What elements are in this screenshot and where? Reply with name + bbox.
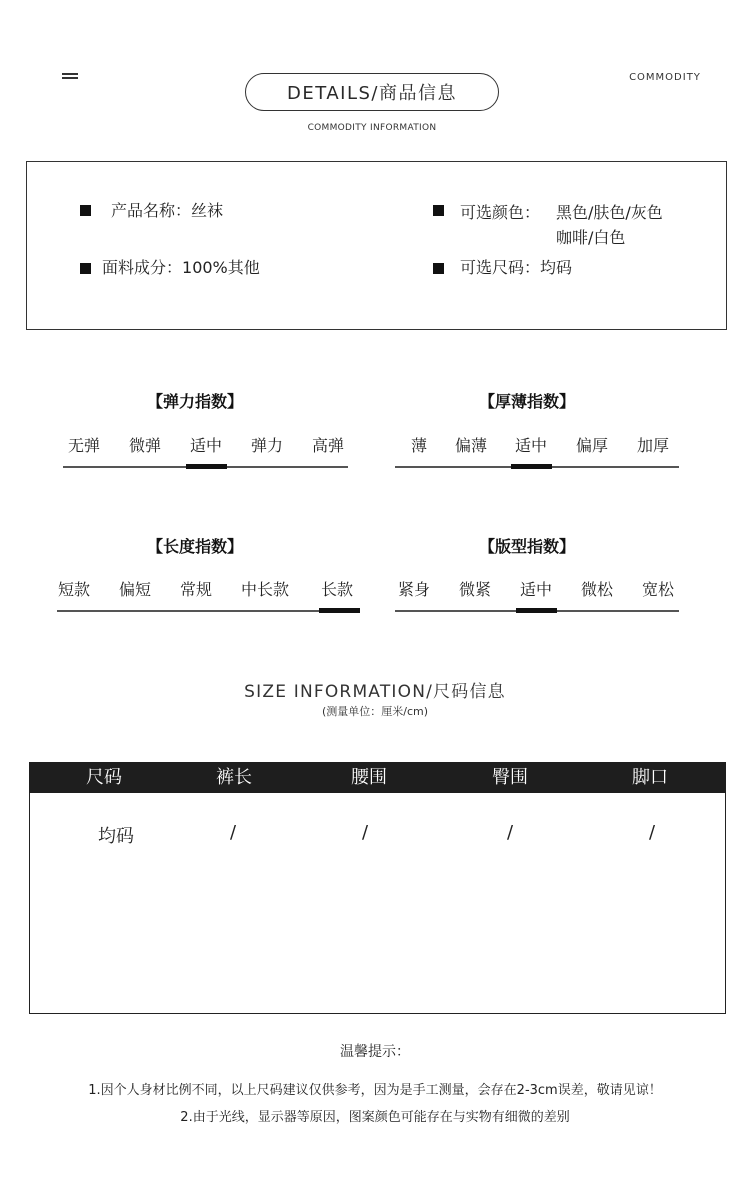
product-name: [111, 199, 223, 223]
thickness-option-selected: 适中: [514, 436, 547, 455]
color-label: 可选颜色：: [460, 203, 541, 222]
thickness-option: 加厚: [636, 436, 669, 455]
length-scale-line: [57, 610, 360, 612]
cell-hem: /: [648, 822, 656, 843]
corner-label: COMMODITY: [629, 72, 701, 83]
size-value: 均码: [540, 258, 573, 277]
fit-option: 微松: [580, 580, 613, 599]
length-option: 偏短: [118, 580, 151, 599]
elasticity-option: 微弹: [128, 436, 161, 455]
note-line-1: 1.因个人身材比例不同，以上尺码建议仅供参考，因为是手工测量，会存在2-3cm误差，敬请见谅！: [88, 1083, 662, 1098]
notes-title: 温馨提示：: [340, 1044, 410, 1060]
length-option-selected: 长款: [320, 580, 353, 599]
length-option: 中长款: [240, 580, 289, 599]
thickness-title: 【厚薄指数】: [478, 392, 575, 411]
size-info-subtitle: (测量单位：厘米/cm): [321, 705, 429, 718]
size-label: 可选尺码：: [460, 258, 541, 277]
bullet-icon: [80, 263, 91, 274]
length-selected-marker: [319, 608, 360, 613]
cell-waist: /: [361, 822, 369, 843]
elasticity-selected-marker: [186, 464, 227, 469]
fit-selected-marker: [516, 608, 557, 613]
thickness-selected-marker: [511, 464, 552, 469]
thickness-option: 偏厚: [575, 436, 608, 455]
cell-hip: /: [506, 822, 514, 843]
product-name-value: 丝袜: [191, 201, 224, 220]
elasticity-option-selected: 适中: [189, 436, 222, 455]
cell-length: /: [229, 822, 237, 843]
fit-option: 宽松: [641, 580, 674, 599]
color-value-line2: 咖啡/白色: [556, 228, 626, 247]
product-fabric: [102, 256, 260, 280]
fit-title: 【版型指数】: [478, 537, 575, 556]
header-waist: 腰围: [351, 767, 387, 788]
fit-option: 紧身: [397, 580, 430, 599]
fit-option-selected: 适中: [519, 580, 552, 599]
elasticity-option: 高弹: [311, 436, 344, 455]
fabric-label: 面料成分：: [102, 258, 183, 277]
bullet-icon: [80, 205, 91, 216]
elasticity-title: 【弹力指数】: [146, 392, 243, 411]
details-subtitle: COMMODITY INFORMATION: [307, 123, 437, 133]
thickness-option: 偏薄: [454, 436, 487, 455]
product-name-label: 产品名称：: [111, 201, 192, 220]
color-value-line1: 黑色/肤色/灰色: [556, 203, 663, 222]
note-line-2: 2.由于光线，显示器等原因，图案颜色可能存在与实物有细微的差别: [180, 1110, 570, 1125]
header-hip: 臀围: [492, 767, 528, 788]
thickness-option: 薄: [410, 436, 427, 455]
elasticity-option: 弹力: [250, 436, 283, 455]
header-length: 裤长: [216, 767, 252, 788]
cell-size: 均码: [98, 826, 134, 847]
details-title: DETAILS/商品信息: [245, 73, 499, 111]
bullet-icon: [433, 263, 444, 274]
product-size: [460, 256, 572, 280]
size-info-title: SIZE INFORMATION/尺码信息: [244, 682, 506, 702]
header-hem: 脚口: [632, 767, 668, 788]
fit-option: 微紧: [458, 580, 491, 599]
header-size: 尺码: [86, 767, 122, 788]
bullet-icon: [433, 205, 444, 216]
size-table-header: [29, 762, 726, 793]
menu-icon: [62, 73, 78, 79]
length-option: 常规: [179, 580, 212, 599]
elasticity-option: 无弹: [67, 436, 100, 455]
length-option: 短款: [57, 580, 90, 599]
length-title: 【长度指数】: [146, 537, 243, 556]
fabric-value: 100%其他: [182, 258, 260, 277]
size-table: [29, 762, 726, 1014]
